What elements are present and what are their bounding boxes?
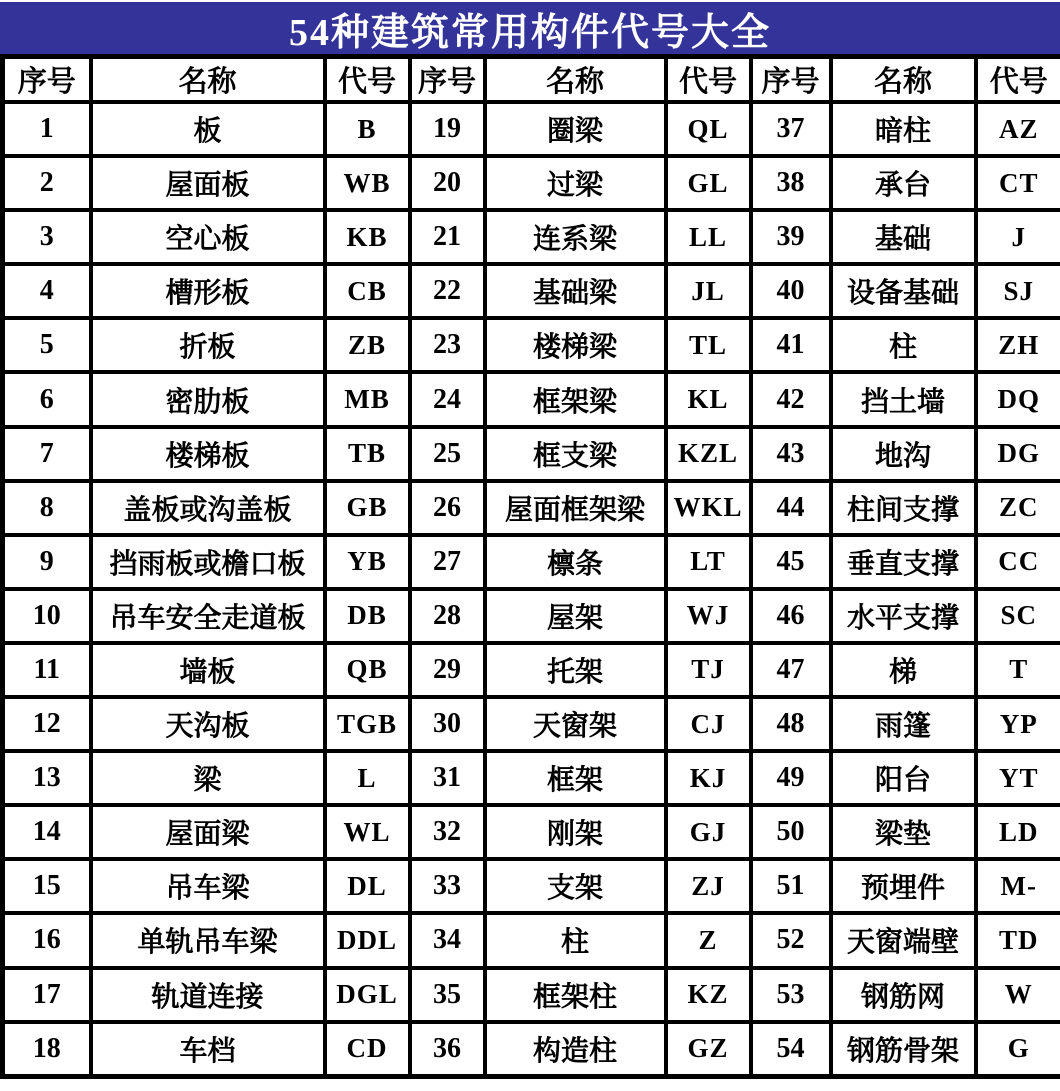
cell-index: 17: [3, 968, 91, 1022]
cell-index: 46: [751, 589, 831, 643]
cell-index: 21: [410, 210, 485, 264]
cell-name: 吊车梁: [91, 859, 325, 913]
cell-code: GJ: [666, 805, 751, 859]
cell-name: 挡土墙: [831, 372, 976, 426]
column-header-code: 代号: [976, 57, 1060, 103]
cell-code: AZ: [976, 102, 1060, 156]
cell-index: 25: [410, 427, 485, 481]
cell-index: 42: [751, 372, 831, 426]
table-row: [3, 643, 1060, 697]
cell-index: 1: [3, 102, 91, 156]
cell-name: 密肋板: [91, 372, 325, 426]
cell-code: CJ: [666, 697, 751, 751]
cell-name: 折板: [91, 318, 325, 372]
cell-index: 14: [3, 805, 91, 859]
cell-index: 32: [410, 805, 485, 859]
cell-code: YB: [325, 535, 410, 589]
cell-index: 8: [3, 481, 91, 535]
cell-index: 20: [410, 156, 485, 210]
cell-index: 10: [3, 589, 91, 643]
cell-code: JL: [666, 264, 751, 318]
cell-code: DL: [325, 859, 410, 913]
cell-code: DGL: [325, 968, 410, 1022]
cell-name: 框架: [485, 751, 666, 805]
cell-code: TJ: [666, 643, 751, 697]
component-codes-table: [0, 54, 1060, 1079]
cell-index: 4: [3, 264, 91, 318]
table-row: [3, 102, 1060, 156]
cell-code: MB: [325, 372, 410, 426]
table-row: [3, 1022, 1060, 1077]
cell-name: 暗柱: [831, 102, 976, 156]
cell-code: DB: [325, 589, 410, 643]
table-row: [3, 859, 1060, 913]
cell-index: 7: [3, 427, 91, 481]
cell-index: 45: [751, 535, 831, 589]
cell-name: 楼梯板: [91, 427, 325, 481]
table-row: [3, 751, 1060, 805]
cell-index: 43: [751, 427, 831, 481]
cell-name: 吊车安全走道板: [91, 589, 325, 643]
cell-name: 支架: [485, 859, 666, 913]
cell-name: 天沟板: [91, 697, 325, 751]
cell-index: 50: [751, 805, 831, 859]
cell-code: CT: [976, 156, 1060, 210]
cell-index: 2: [3, 156, 91, 210]
cell-index: 5: [3, 318, 91, 372]
column-header-code: 代号: [325, 57, 410, 103]
cell-name: 檩条: [485, 535, 666, 589]
cell-name: 框支梁: [485, 427, 666, 481]
cell-code: SJ: [976, 264, 1060, 318]
cell-name: 托架: [485, 643, 666, 697]
cell-index: 37: [751, 102, 831, 156]
cell-name: 框架柱: [485, 968, 666, 1022]
cell-code: KJ: [666, 751, 751, 805]
cell-name: 梁垫: [831, 805, 976, 859]
cell-index: 44: [751, 481, 831, 535]
table-row: [3, 318, 1060, 372]
cell-name: 槽形板: [91, 264, 325, 318]
cell-name: 天窗架: [485, 697, 666, 751]
cell-index: 11: [3, 643, 91, 697]
cell-name: 天窗端壁: [831, 913, 976, 967]
cell-name: 屋面板: [91, 156, 325, 210]
cell-index: 27: [410, 535, 485, 589]
cell-code: B: [325, 102, 410, 156]
cell-name: 基础梁: [485, 264, 666, 318]
cell-code: TB: [325, 427, 410, 481]
cell-code: WL: [325, 805, 410, 859]
cell-name: 地沟: [831, 427, 976, 481]
cell-name: 屋架: [485, 589, 666, 643]
cell-code: QL: [666, 102, 751, 156]
cell-code: DDL: [325, 913, 410, 967]
cell-index: 6: [3, 372, 91, 426]
cell-code: TGB: [325, 697, 410, 751]
table-row: [3, 427, 1060, 481]
cell-code: Z: [666, 913, 751, 967]
cell-name: 圈梁: [485, 102, 666, 156]
cell-index: 34: [410, 913, 485, 967]
cell-index: 40: [751, 264, 831, 318]
cell-index: 26: [410, 481, 485, 535]
cell-code: WB: [325, 156, 410, 210]
cell-code: ZH: [976, 318, 1060, 372]
column-header-index: 序号: [3, 57, 91, 103]
cell-index: 52: [751, 913, 831, 967]
cell-name: 承台: [831, 156, 976, 210]
cell-code: CB: [325, 264, 410, 318]
cell-index: 9: [3, 535, 91, 589]
cell-name: 盖板或沟盖板: [91, 481, 325, 535]
column-header-name: 名称: [91, 57, 325, 103]
column-header-index: 序号: [751, 57, 831, 103]
cell-name: 钢筋网: [831, 968, 976, 1022]
cell-index: 33: [410, 859, 485, 913]
cell-index: 28: [410, 589, 485, 643]
cell-name: 楼梯梁: [485, 318, 666, 372]
cell-name: 过梁: [485, 156, 666, 210]
cell-name: 挡雨板或檐口板: [91, 535, 325, 589]
cell-code: GZ: [666, 1022, 751, 1077]
cell-code: WJ: [666, 589, 751, 643]
table-body: [3, 102, 1060, 1077]
column-header-code: 代号: [666, 57, 751, 103]
cell-index: 18: [3, 1022, 91, 1077]
cell-code: YT: [976, 751, 1060, 805]
cell-name: 单轨吊车梁: [91, 913, 325, 967]
cell-code: TL: [666, 318, 751, 372]
cell-name: 车档: [91, 1022, 325, 1077]
cell-code: ZJ: [666, 859, 751, 913]
cell-name: 水平支撑: [831, 589, 976, 643]
cell-name: 预埋件: [831, 859, 976, 913]
cell-index: 22: [410, 264, 485, 318]
cell-index: 48: [751, 697, 831, 751]
cell-code: J: [976, 210, 1060, 264]
cell-code: YP: [976, 697, 1060, 751]
cell-index: 36: [410, 1022, 485, 1077]
cell-index: 29: [410, 643, 485, 697]
cell-code: LL: [666, 210, 751, 264]
cell-index: 3: [3, 210, 91, 264]
cell-index: 16: [3, 913, 91, 967]
cell-index: 15: [3, 859, 91, 913]
cell-name: 屋面梁: [91, 805, 325, 859]
cell-name: 框架梁: [485, 372, 666, 426]
table-row: [3, 968, 1060, 1022]
cell-code: M-: [976, 859, 1060, 913]
cell-code: TD: [976, 913, 1060, 967]
table-row: [3, 589, 1060, 643]
table-row: [3, 156, 1060, 210]
cell-name: 钢筋骨架: [831, 1022, 976, 1077]
cell-code: W: [976, 968, 1060, 1022]
title-bar: [0, 2, 1060, 54]
cell-code: KZL: [666, 427, 751, 481]
cell-name: 柱: [831, 318, 976, 372]
table-row: [3, 805, 1060, 859]
cell-index: 31: [410, 751, 485, 805]
table-row: [3, 372, 1060, 426]
cell-code: ZC: [976, 481, 1060, 535]
cell-index: 51: [751, 859, 831, 913]
cell-index: 53: [751, 968, 831, 1022]
cell-code: L: [325, 751, 410, 805]
table-row: [3, 535, 1060, 589]
cell-code: ZB: [325, 318, 410, 372]
cell-index: 39: [751, 210, 831, 264]
cell-code: CC: [976, 535, 1060, 589]
cell-name: 梁: [91, 751, 325, 805]
cell-code: DQ: [976, 372, 1060, 426]
cell-index: 13: [3, 751, 91, 805]
cell-index: 35: [410, 968, 485, 1022]
cell-name: 轨道连接: [91, 968, 325, 1022]
cell-name: 柱间支撑: [831, 481, 976, 535]
cell-name: 连系梁: [485, 210, 666, 264]
cell-code: KZ: [666, 968, 751, 1022]
column-header-index: 序号: [410, 57, 485, 103]
cell-index: 54: [751, 1022, 831, 1077]
table-row: [3, 697, 1060, 751]
cell-code: LT: [666, 535, 751, 589]
table-row: [3, 481, 1060, 535]
header-row: [3, 57, 1060, 103]
cell-code: GB: [325, 481, 410, 535]
cell-index: 38: [751, 156, 831, 210]
cell-name: 构造柱: [485, 1022, 666, 1077]
cell-code: DG: [976, 427, 1060, 481]
cell-index: 47: [751, 643, 831, 697]
cell-index: 23: [410, 318, 485, 372]
cell-code: G: [976, 1022, 1060, 1077]
cell-code: SC: [976, 589, 1060, 643]
table-row: [3, 210, 1060, 264]
cell-index: 41: [751, 318, 831, 372]
cell-index: 49: [751, 751, 831, 805]
cell-code: KB: [325, 210, 410, 264]
column-header-name: 名称: [831, 57, 976, 103]
cell-code: LD: [976, 805, 1060, 859]
cell-code: T: [976, 643, 1060, 697]
cell-index: 19: [410, 102, 485, 156]
cell-name: 基础: [831, 210, 976, 264]
table-row: [3, 913, 1060, 967]
cell-code: GL: [666, 156, 751, 210]
cell-code: KL: [666, 372, 751, 426]
cell-name: 柱: [485, 913, 666, 967]
cell-code: QB: [325, 643, 410, 697]
cell-name: 刚架: [485, 805, 666, 859]
cell-index: 24: [410, 372, 485, 426]
cell-index: 30: [410, 697, 485, 751]
cell-name: 阳台: [831, 751, 976, 805]
cell-name: 垂直支撑: [831, 535, 976, 589]
cell-name: 雨篷: [831, 697, 976, 751]
cell-name: 梯: [831, 643, 976, 697]
table-row: [3, 264, 1060, 318]
cell-name: 设备基础: [831, 264, 976, 318]
column-header-name: 名称: [485, 57, 666, 103]
cell-code: WKL: [666, 481, 751, 535]
cell-name: 墙板: [91, 643, 325, 697]
cell-index: 12: [3, 697, 91, 751]
cell-code: CD: [325, 1022, 410, 1077]
cell-name: 空心板: [91, 210, 325, 264]
cell-name: 屋面框架梁: [485, 481, 666, 535]
page-title: 54种建筑常用构件代号大全: [289, 1, 771, 56]
cell-name: 板: [91, 102, 325, 156]
